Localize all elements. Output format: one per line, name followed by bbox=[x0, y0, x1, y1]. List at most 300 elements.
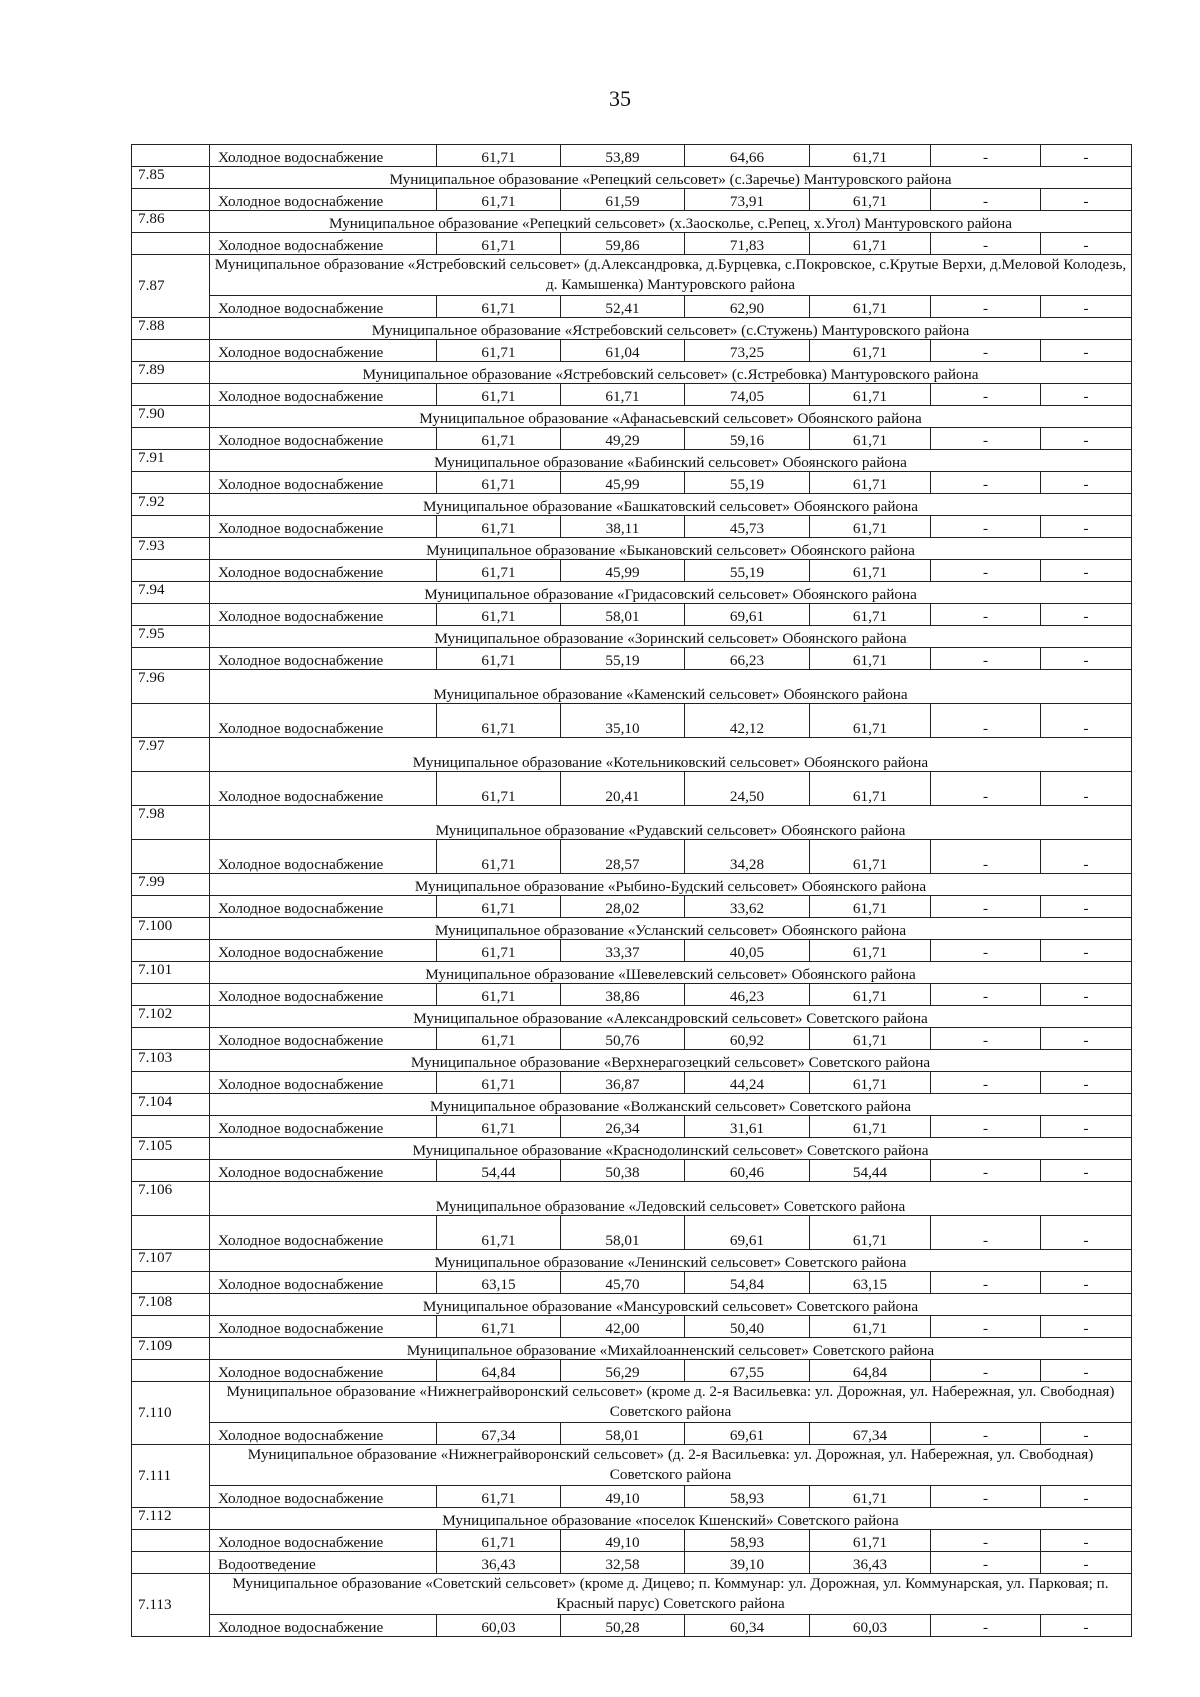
section-header-row bbox=[132, 962, 1132, 984]
service-name: Холодное водоснабжение bbox=[210, 984, 437, 1006]
value-5-cell: - bbox=[931, 516, 1041, 538]
value-6-cell: - bbox=[1041, 340, 1132, 362]
value-4-cell: 67,34 bbox=[810, 1423, 931, 1445]
value-3-cell: 55,19 bbox=[685, 472, 810, 494]
value-1-cell: 61,71 bbox=[437, 1216, 561, 1250]
section-title: Муниципальное образование «поселок Кшенский» Советского района bbox=[210, 1508, 1132, 1530]
value-3-cell: 44,24 bbox=[685, 1072, 810, 1094]
value-3-cell: 24,50 bbox=[685, 772, 810, 806]
code-cell bbox=[132, 516, 210, 538]
section-title: Муниципальное образование «Афанасьевский сельсовет» Обоянского района bbox=[210, 406, 1132, 428]
value-5-cell: - bbox=[931, 1116, 1041, 1138]
value-3-cell: 66,23 bbox=[685, 648, 810, 670]
value-5-cell: - bbox=[931, 940, 1041, 962]
code-cell bbox=[132, 145, 210, 167]
table-row bbox=[132, 1072, 1132, 1094]
section-code: 7.108 bbox=[132, 1294, 210, 1316]
value-3-cell: 71,83 bbox=[685, 233, 810, 255]
value-3-cell: 62,90 bbox=[685, 296, 810, 318]
code-cell bbox=[132, 428, 210, 450]
section-code: 7.85 bbox=[132, 167, 210, 189]
value-1-cell: 61,71 bbox=[437, 145, 561, 167]
section-header-row bbox=[132, 318, 1132, 340]
service-name: Холодное водоснабжение bbox=[210, 1116, 437, 1138]
code-cell bbox=[132, 1360, 210, 1382]
value-1-cell: 61,71 bbox=[437, 896, 561, 918]
value-5-cell: - bbox=[931, 1360, 1041, 1382]
value-2-cell: 33,37 bbox=[561, 940, 685, 962]
section-header-row bbox=[132, 582, 1132, 604]
value-2-cell: 38,86 bbox=[561, 984, 685, 1006]
section-header-row bbox=[132, 494, 1132, 516]
table-row bbox=[132, 1160, 1132, 1182]
value-5-cell: - bbox=[931, 704, 1041, 738]
value-5-cell: - bbox=[931, 1423, 1041, 1445]
value-4-cell: 54,44 bbox=[810, 1160, 931, 1182]
value-1-cell: 67,34 bbox=[437, 1423, 561, 1445]
value-1-cell: 61,71 bbox=[437, 340, 561, 362]
value-5-cell: - bbox=[931, 1072, 1041, 1094]
value-6-cell: - bbox=[1041, 1028, 1132, 1050]
value-3-cell: 50,40 bbox=[685, 1316, 810, 1338]
service-name: Холодное водоснабжение bbox=[210, 1360, 437, 1382]
service-name: Холодное водоснабжение bbox=[210, 1216, 437, 1250]
value-4-cell: 61,71 bbox=[810, 704, 931, 738]
section-header-row bbox=[132, 406, 1132, 428]
value-4-cell: 61,71 bbox=[810, 1216, 931, 1250]
section-code: 7.89 bbox=[132, 362, 210, 384]
section-title: Муниципальное образование «Нижнеграйворонский сельсовет» (д. 2-я Васильевка: ул. Дорожная, ул. Набережная, ул. Свободная) Советского района bbox=[210, 1445, 1132, 1486]
value-4-cell: 36,43 bbox=[810, 1552, 931, 1574]
value-3-cell: 73,25 bbox=[685, 340, 810, 362]
section-code: 7.107 bbox=[132, 1250, 210, 1272]
section-code: 7.111 bbox=[132, 1445, 210, 1508]
section-title: Муниципальное образование «Каменский сельсовет» Обоянского района bbox=[210, 670, 1132, 704]
section-code: 7.100 bbox=[132, 918, 210, 940]
value-4-cell: 61,71 bbox=[810, 772, 931, 806]
value-4-cell: 61,71 bbox=[810, 189, 931, 211]
section-title: Муниципальное образование «Ястребовский сельсовет» (д.Александровка, д.Бурцевка, с.Покровское, с.Крутые Верхи, д.Меловой Колодезь, д. Камышенка) Мантуровского района bbox=[210, 255, 1132, 296]
table-row bbox=[132, 840, 1132, 874]
value-5-cell: - bbox=[931, 1272, 1041, 1294]
code-cell bbox=[132, 1028, 210, 1050]
value-6-cell: - bbox=[1041, 1216, 1132, 1250]
service-name: Холодное водоснабжение bbox=[210, 428, 437, 450]
value-1-cell: 36,43 bbox=[437, 1552, 561, 1574]
code-cell bbox=[132, 1272, 210, 1294]
value-6-cell: - bbox=[1041, 1486, 1132, 1508]
value-3-cell: 31,61 bbox=[685, 1116, 810, 1138]
section-header-row bbox=[132, 1574, 1132, 1615]
section-code: 7.103 bbox=[132, 1050, 210, 1072]
value-5-cell: - bbox=[931, 840, 1041, 874]
value-5-cell: - bbox=[931, 145, 1041, 167]
value-1-cell: 61,71 bbox=[437, 1072, 561, 1094]
section-header-row bbox=[132, 167, 1132, 189]
value-6-cell: - bbox=[1041, 1272, 1132, 1294]
section-code: 7.95 bbox=[132, 626, 210, 648]
table-row bbox=[132, 1316, 1132, 1338]
section-code: 7.87 bbox=[132, 255, 210, 318]
value-6-cell: - bbox=[1041, 1160, 1132, 1182]
section-code: 7.105 bbox=[132, 1138, 210, 1160]
value-6-cell: - bbox=[1041, 1552, 1132, 1574]
value-6-cell: - bbox=[1041, 189, 1132, 211]
value-6-cell: - bbox=[1041, 428, 1132, 450]
service-name: Холодное водоснабжение bbox=[210, 896, 437, 918]
value-6-cell: - bbox=[1041, 1530, 1132, 1552]
table-row bbox=[132, 233, 1132, 255]
section-title: Муниципальное образование «Гридасовский сельсовет» Обоянского района bbox=[210, 582, 1132, 604]
value-4-cell: 61,71 bbox=[810, 233, 931, 255]
service-name: Холодное водоснабжение bbox=[210, 604, 437, 626]
value-2-cell: 49,10 bbox=[561, 1530, 685, 1552]
value-6-cell: - bbox=[1041, 560, 1132, 582]
value-4-cell: 61,71 bbox=[810, 1028, 931, 1050]
value-2-cell: 52,41 bbox=[561, 296, 685, 318]
value-3-cell: 73,91 bbox=[685, 189, 810, 211]
section-title: Муниципальное образование «Ленинский сельсовет» Советского района bbox=[210, 1250, 1132, 1272]
value-3-cell: 64,66 bbox=[685, 145, 810, 167]
value-4-cell: 61,71 bbox=[810, 384, 931, 406]
value-2-cell: 56,29 bbox=[561, 1360, 685, 1382]
value-4-cell: 61,71 bbox=[810, 1530, 931, 1552]
value-6-cell: - bbox=[1041, 984, 1132, 1006]
value-6-cell: - bbox=[1041, 296, 1132, 318]
value-1-cell: 60,03 bbox=[437, 1615, 561, 1637]
value-3-cell: 45,73 bbox=[685, 516, 810, 538]
value-3-cell: 42,12 bbox=[685, 704, 810, 738]
value-6-cell: - bbox=[1041, 1116, 1132, 1138]
value-2-cell: 61,71 bbox=[561, 384, 685, 406]
value-6-cell: - bbox=[1041, 896, 1132, 918]
table-row bbox=[132, 516, 1132, 538]
section-header-row bbox=[132, 738, 1132, 772]
table-row bbox=[132, 772, 1132, 806]
value-2-cell: 28,57 bbox=[561, 840, 685, 874]
code-cell bbox=[132, 1216, 210, 1250]
code-cell bbox=[132, 648, 210, 670]
section-header-row bbox=[132, 1338, 1132, 1360]
table-row bbox=[132, 984, 1132, 1006]
value-3-cell: 67,55 bbox=[685, 1360, 810, 1382]
value-2-cell: 53,89 bbox=[561, 145, 685, 167]
value-1-cell: 61,71 bbox=[437, 772, 561, 806]
service-name: Холодное водоснабжение bbox=[210, 340, 437, 362]
value-5-cell: - bbox=[931, 1160, 1041, 1182]
section-code: 7.97 bbox=[132, 738, 210, 772]
table-row bbox=[132, 340, 1132, 362]
value-4-cell: 61,71 bbox=[810, 1116, 931, 1138]
section-header-row bbox=[132, 1508, 1132, 1530]
section-header-row bbox=[132, 670, 1132, 704]
value-2-cell: 49,29 bbox=[561, 428, 685, 450]
service-name: Водоотведение bbox=[210, 1552, 437, 1574]
section-header-row bbox=[132, 1094, 1132, 1116]
table-row bbox=[132, 940, 1132, 962]
value-2-cell: 50,76 bbox=[561, 1028, 685, 1050]
code-cell bbox=[132, 840, 210, 874]
value-2-cell: 38,11 bbox=[561, 516, 685, 538]
section-title: Муниципальное образование «Рыбино-Будский сельсовет» Обоянского района bbox=[210, 874, 1132, 896]
section-title: Муниципальное образование «Бабинский сельсовет» Обоянского района bbox=[210, 450, 1132, 472]
value-6-cell: - bbox=[1041, 840, 1132, 874]
service-name: Холодное водоснабжение bbox=[210, 1072, 437, 1094]
table-row bbox=[132, 704, 1132, 738]
service-name: Холодное водоснабжение bbox=[210, 516, 437, 538]
value-5-cell: - bbox=[931, 1028, 1041, 1050]
value-5-cell: - bbox=[931, 472, 1041, 494]
value-3-cell: 33,62 bbox=[685, 896, 810, 918]
value-6-cell: - bbox=[1041, 472, 1132, 494]
value-2-cell: 26,34 bbox=[561, 1116, 685, 1138]
code-cell bbox=[132, 896, 210, 918]
value-5-cell: - bbox=[931, 896, 1041, 918]
value-3-cell: 40,05 bbox=[685, 940, 810, 962]
value-5-cell: - bbox=[931, 1216, 1041, 1250]
section-header-row bbox=[132, 1250, 1132, 1272]
value-2-cell: 42,00 bbox=[561, 1316, 685, 1338]
value-5-cell: - bbox=[931, 296, 1041, 318]
section-title: Муниципальное образование «Башкатовский сельсовет» Обоянского района bbox=[210, 494, 1132, 516]
section-title: Муниципальное образование «Александровский сельсовет» Советского района bbox=[210, 1006, 1132, 1028]
table-row bbox=[132, 648, 1132, 670]
service-name: Холодное водоснабжение bbox=[210, 1423, 437, 1445]
code-cell bbox=[132, 1530, 210, 1552]
section-header-row bbox=[132, 874, 1132, 896]
section-code: 7.106 bbox=[132, 1182, 210, 1216]
value-5-cell: - bbox=[931, 340, 1041, 362]
table-row bbox=[132, 896, 1132, 918]
code-cell bbox=[132, 340, 210, 362]
section-title: Муниципальное образование «Краснодолинский сельсовет» Советского района bbox=[210, 1138, 1132, 1160]
service-name: Холодное водоснабжение bbox=[210, 560, 437, 582]
value-4-cell: 60,03 bbox=[810, 1615, 931, 1637]
value-6-cell: - bbox=[1041, 772, 1132, 806]
value-5-cell: - bbox=[931, 648, 1041, 670]
section-title: Муниципальное образование «Рудавский сельсовет» Обоянского района bbox=[210, 806, 1132, 840]
section-code: 7.86 bbox=[132, 211, 210, 233]
value-1-cell: 61,71 bbox=[437, 560, 561, 582]
service-name: Холодное водоснабжение bbox=[210, 296, 437, 318]
code-cell bbox=[132, 1072, 210, 1094]
value-2-cell: 55,19 bbox=[561, 648, 685, 670]
value-5-cell: - bbox=[931, 1530, 1041, 1552]
value-6-cell: - bbox=[1041, 604, 1132, 626]
table-row bbox=[132, 1028, 1132, 1050]
code-cell bbox=[132, 560, 210, 582]
value-2-cell: 59,86 bbox=[561, 233, 685, 255]
service-name: Холодное водоснабжение bbox=[210, 1316, 437, 1338]
page-number: 35 bbox=[609, 86, 631, 111]
value-2-cell: 45,99 bbox=[561, 472, 685, 494]
value-4-cell: 61,71 bbox=[810, 1316, 931, 1338]
value-1-cell: 61,71 bbox=[437, 704, 561, 738]
value-5-cell: - bbox=[931, 984, 1041, 1006]
value-6-cell: - bbox=[1041, 1072, 1132, 1094]
section-title: Муниципальное образование «Зоринский сельсовет» Обоянского района bbox=[210, 626, 1132, 648]
value-5-cell: - bbox=[931, 560, 1041, 582]
service-name: Холодное водоснабжение bbox=[210, 940, 437, 962]
code-cell bbox=[132, 772, 210, 806]
value-3-cell: 59,16 bbox=[685, 428, 810, 450]
value-1-cell: 63,15 bbox=[437, 1272, 561, 1294]
table-row bbox=[132, 1552, 1132, 1574]
section-header-row bbox=[132, 1006, 1132, 1028]
value-1-cell: 61,71 bbox=[437, 1530, 561, 1552]
value-2-cell: 36,87 bbox=[561, 1072, 685, 1094]
value-5-cell: - bbox=[931, 1615, 1041, 1637]
section-header-row bbox=[132, 806, 1132, 840]
service-name: Холодное водоснабжение bbox=[210, 1615, 437, 1637]
section-code: 7.113 bbox=[132, 1574, 210, 1637]
service-name: Холодное водоснабжение bbox=[210, 472, 437, 494]
value-4-cell: 61,71 bbox=[810, 516, 931, 538]
value-2-cell: 49,10 bbox=[561, 1486, 685, 1508]
section-code: 7.92 bbox=[132, 494, 210, 516]
table-row bbox=[132, 1530, 1132, 1552]
section-header-row bbox=[132, 1294, 1132, 1316]
section-code: 7.99 bbox=[132, 874, 210, 896]
section-title: Муниципальное образование «Ястребовский сельсовет» (с.Стужень) Мантуровского района bbox=[210, 318, 1132, 340]
section-header-row bbox=[132, 450, 1132, 472]
value-4-cell: 61,71 bbox=[810, 296, 931, 318]
value-2-cell: 45,70 bbox=[561, 1272, 685, 1294]
table-row bbox=[132, 560, 1132, 582]
service-name: Холодное водоснабжение bbox=[210, 1028, 437, 1050]
value-2-cell: 58,01 bbox=[561, 1216, 685, 1250]
service-name: Холодное водоснабжение bbox=[210, 1486, 437, 1508]
value-1-cell: 61,71 bbox=[437, 516, 561, 538]
value-3-cell: 34,28 bbox=[685, 840, 810, 874]
section-header-row bbox=[132, 1382, 1132, 1423]
value-3-cell: 60,34 bbox=[685, 1615, 810, 1637]
section-header-row bbox=[132, 1445, 1132, 1486]
code-cell bbox=[132, 1316, 210, 1338]
value-4-cell: 61,71 bbox=[810, 145, 931, 167]
value-6-cell: - bbox=[1041, 384, 1132, 406]
section-code: 7.90 bbox=[132, 406, 210, 428]
section-title: Муниципальное образование «Усланский сельсовет» Обоянского района bbox=[210, 918, 1132, 940]
value-3-cell: 39,10 bbox=[685, 1552, 810, 1574]
value-1-cell: 61,71 bbox=[437, 1486, 561, 1508]
value-6-cell: - bbox=[1041, 1423, 1132, 1445]
section-code: 7.112 bbox=[132, 1508, 210, 1530]
value-6-cell: - bbox=[1041, 1316, 1132, 1338]
value-4-cell: 63,15 bbox=[810, 1272, 931, 1294]
value-1-cell: 61,71 bbox=[437, 384, 561, 406]
table-row bbox=[132, 1272, 1132, 1294]
table-row bbox=[132, 1216, 1132, 1250]
value-4-cell: 61,71 bbox=[810, 648, 931, 670]
table-row bbox=[132, 604, 1132, 626]
value-4-cell: 61,71 bbox=[810, 1486, 931, 1508]
value-1-cell: 61,71 bbox=[437, 1316, 561, 1338]
section-title: Муниципальное образование «Нижнеграйворонский сельсовет» (кроме д. 2-я Васильевка: ул. Дорожная, ул. Набережная, ул. Свободная) Советского района bbox=[210, 1382, 1132, 1423]
value-4-cell: 61,71 bbox=[810, 560, 931, 582]
table-row bbox=[132, 472, 1132, 494]
value-5-cell: - bbox=[931, 189, 1041, 211]
value-3-cell: 58,93 bbox=[685, 1486, 810, 1508]
section-title: Муниципальное образование «Верхнерагозецкий сельсовет» Советского района bbox=[210, 1050, 1132, 1072]
service-name: Холодное водоснабжение bbox=[210, 840, 437, 874]
value-2-cell: 32,58 bbox=[561, 1552, 685, 1574]
value-3-cell: 69,61 bbox=[685, 1216, 810, 1250]
section-code: 7.104 bbox=[132, 1094, 210, 1116]
value-4-cell: 61,71 bbox=[810, 604, 931, 626]
value-2-cell: 28,02 bbox=[561, 896, 685, 918]
value-6-cell: - bbox=[1041, 648, 1132, 670]
code-cell bbox=[132, 189, 210, 211]
value-4-cell: 61,71 bbox=[810, 1072, 931, 1094]
section-code: 7.91 bbox=[132, 450, 210, 472]
value-5-cell: - bbox=[931, 428, 1041, 450]
value-1-cell: 61,71 bbox=[437, 984, 561, 1006]
section-header-row bbox=[132, 538, 1132, 560]
code-cell bbox=[132, 1160, 210, 1182]
code-cell bbox=[132, 472, 210, 494]
section-code: 7.94 bbox=[132, 582, 210, 604]
code-cell bbox=[132, 1552, 210, 1574]
value-5-cell: - bbox=[931, 772, 1041, 806]
value-6-cell: - bbox=[1041, 516, 1132, 538]
value-6-cell: - bbox=[1041, 940, 1132, 962]
section-code: 7.88 bbox=[132, 318, 210, 340]
value-1-cell: 61,71 bbox=[437, 428, 561, 450]
service-name: Холодное водоснабжение bbox=[210, 145, 437, 167]
value-4-cell: 64,84 bbox=[810, 1360, 931, 1382]
value-1-cell: 61,71 bbox=[437, 472, 561, 494]
code-cell bbox=[132, 940, 210, 962]
value-2-cell: 35,10 bbox=[561, 704, 685, 738]
table-row bbox=[132, 1423, 1132, 1445]
value-5-cell: - bbox=[931, 1486, 1041, 1508]
tariff-table bbox=[131, 144, 1132, 1637]
value-5-cell: - bbox=[931, 233, 1041, 255]
value-3-cell: 60,46 bbox=[685, 1160, 810, 1182]
value-3-cell: 60,92 bbox=[685, 1028, 810, 1050]
service-name: Холодное водоснабжение bbox=[210, 1530, 437, 1552]
value-1-cell: 61,71 bbox=[437, 1028, 561, 1050]
value-2-cell: 45,99 bbox=[561, 560, 685, 582]
service-name: Холодное водоснабжение bbox=[210, 648, 437, 670]
section-header-row bbox=[132, 1182, 1132, 1216]
service-name: Холодное водоснабжение bbox=[210, 1160, 437, 1182]
table-row bbox=[132, 1116, 1132, 1138]
value-6-cell: - bbox=[1041, 1360, 1132, 1382]
section-header-row bbox=[132, 918, 1132, 940]
table-row bbox=[132, 1615, 1132, 1637]
value-1-cell: 54,44 bbox=[437, 1160, 561, 1182]
value-6-cell: - bbox=[1041, 704, 1132, 738]
value-4-cell: 61,71 bbox=[810, 340, 931, 362]
value-2-cell: 61,04 bbox=[561, 340, 685, 362]
value-2-cell: 20,41 bbox=[561, 772, 685, 806]
value-2-cell: 58,01 bbox=[561, 604, 685, 626]
service-name: Холодное водоснабжение bbox=[210, 233, 437, 255]
section-code: 7.102 bbox=[132, 1006, 210, 1028]
section-header-row bbox=[132, 1138, 1132, 1160]
table-row bbox=[132, 428, 1132, 450]
table-row bbox=[132, 1360, 1132, 1382]
section-title: Муниципальное образование «Репецкий сельсовет» (с.Заречье) Мантуровского района bbox=[210, 167, 1132, 189]
section-header-row bbox=[132, 626, 1132, 648]
value-6-cell: - bbox=[1041, 233, 1132, 255]
value-2-cell: 61,59 bbox=[561, 189, 685, 211]
value-3-cell: 54,84 bbox=[685, 1272, 810, 1294]
table-row bbox=[132, 189, 1132, 211]
value-4-cell: 61,71 bbox=[810, 472, 931, 494]
